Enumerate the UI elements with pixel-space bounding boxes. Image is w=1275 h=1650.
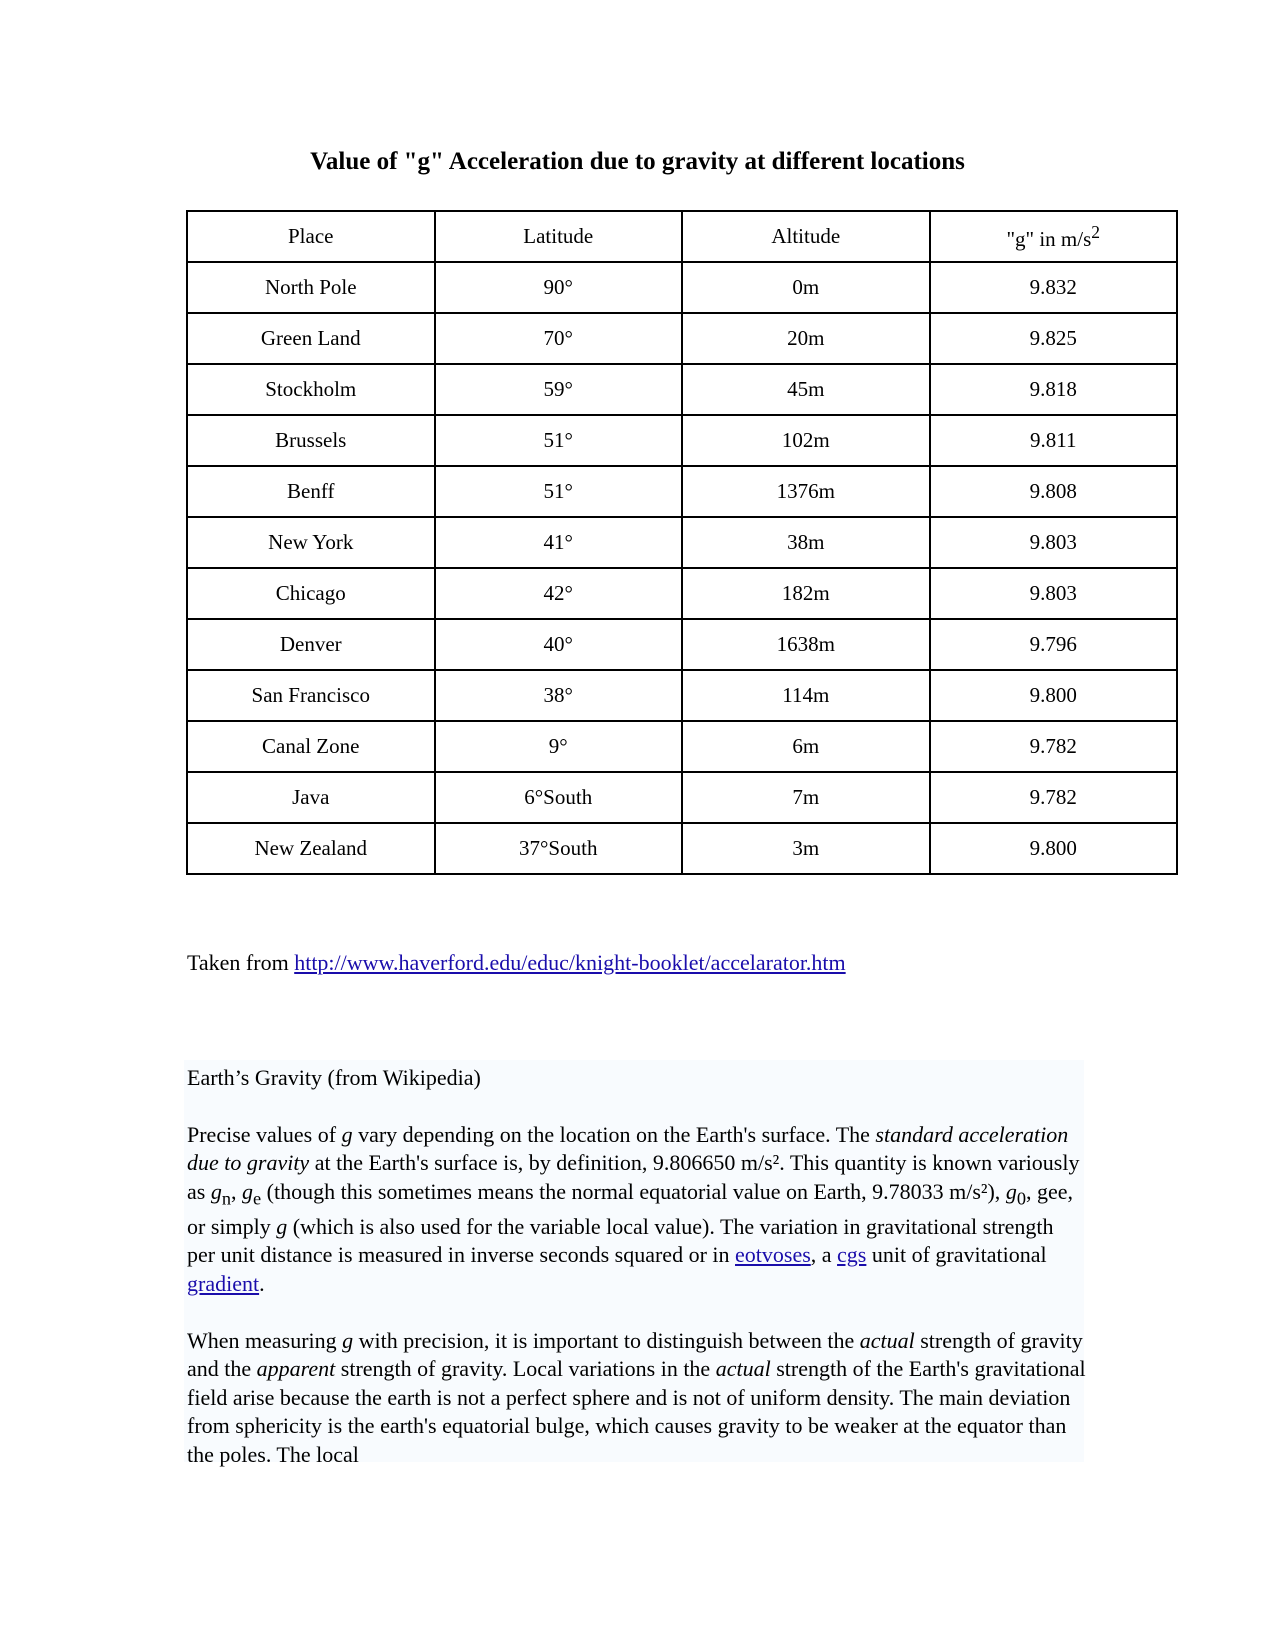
gravity-table (186, 210, 1178, 875)
g-symbol: g (210, 1178, 222, 1204)
cell-place: Chicago (187, 568, 435, 619)
italic-term: standard acceleration due to gravity (187, 1121, 1069, 1176)
cell-altitude: 1638m (682, 619, 930, 670)
source-prefix: Taken from (187, 950, 295, 975)
cell-altitude: 7m (682, 772, 930, 823)
text: , a (810, 1242, 838, 1268)
source-line (187, 950, 846, 976)
table-row (187, 262, 1177, 313)
text: When measuring (187, 1327, 343, 1353)
text: Precise values of (187, 1121, 342, 1147)
header-altitude: Altitude (682, 211, 930, 262)
text: vary depending on the location on the Earth's surface. The (352, 1121, 876, 1147)
header-place: Place (187, 211, 435, 262)
cell-latitude: 40° (435, 619, 683, 670)
italic-term: actual (859, 1327, 915, 1353)
cell-g-value: 9.782 (930, 721, 1178, 772)
header-g-sup: 2 (1091, 221, 1101, 242)
text: . (259, 1270, 265, 1296)
cell-place: Denver (187, 619, 435, 670)
wiki-heading: Earth’s Gravity (from Wikipedia) (187, 1065, 481, 1090)
text: at the Earth's surface is, by definition, 9.806650 m/s². This quantity is known variously as (187, 1150, 1080, 1204)
cell-place: Canal Zone (187, 721, 435, 772)
cell-g-value: 9.808 (930, 466, 1178, 517)
cell-latitude: 38° (435, 670, 683, 721)
table-row (187, 721, 1177, 772)
cell-latitude: 90° (435, 262, 683, 313)
cell-g-value: 9.803 (930, 517, 1178, 568)
source-link[interactable]: http://www.haverford.edu/educ/knight-booklet/accelarator.htm (294, 950, 846, 975)
cell-place: New York (187, 517, 435, 568)
cell-g-value: 9.800 (930, 823, 1178, 874)
cell-place: New Zealand (187, 823, 435, 874)
cell-latitude: 51° (435, 415, 683, 466)
cell-latitude: 51° (435, 466, 683, 517)
g-symbol: g (341, 1121, 353, 1147)
cell-altitude: 182m (682, 568, 930, 619)
table-body (187, 262, 1177, 874)
cell-g-value: 9.803 (930, 568, 1178, 619)
wiki-paragraph-1 (187, 1121, 1087, 1299)
cell-altitude: 1376m (682, 466, 930, 517)
g-symbol: g (342, 1327, 354, 1353)
cell-latitude: 42° (435, 568, 683, 619)
cell-latitude: 70° (435, 313, 683, 364)
table-row (187, 415, 1177, 466)
cell-altitude: 20m (682, 313, 930, 364)
cell-g-value: 9.782 (930, 772, 1178, 823)
cell-place: Benff (187, 466, 435, 517)
text: , (231, 1178, 242, 1204)
text: strength of gravity and the (187, 1327, 1083, 1382)
wiki-excerpt (187, 1064, 1087, 1498)
text: unit of gravitational (866, 1242, 1047, 1268)
cell-g-value: 9.796 (930, 619, 1178, 670)
cell-altitude: 38m (682, 517, 930, 568)
text: (which is also used for the variable local value). The variation in gravitational strength per unit distance is measured in inverse seconds squared or in (187, 1213, 1054, 1268)
cell-place: Java (187, 772, 435, 823)
text: with precision, it is important to distinguish between the (353, 1327, 860, 1353)
cell-g-value: 9.825 (930, 313, 1178, 364)
header-g-label: "g" in m/s (1006, 226, 1092, 251)
cell-latitude: 37°South (435, 823, 683, 874)
cell-latitude: 9° (435, 721, 683, 772)
table-row (187, 772, 1177, 823)
subscript: n (221, 1188, 231, 1209)
cell-g-value: 9.811 (930, 415, 1178, 466)
cell-place: San Francisco (187, 670, 435, 721)
cell-g-value: 9.800 (930, 670, 1178, 721)
table-row (187, 619, 1177, 670)
table-row (187, 364, 1177, 415)
cell-altitude: 102m (682, 415, 930, 466)
table-row (187, 568, 1177, 619)
italic-term: apparent (256, 1356, 336, 1382)
cgs-link[interactable]: cgs (837, 1242, 867, 1268)
subscript: e (253, 1188, 262, 1209)
cell-altitude: 45m (682, 364, 930, 415)
cell-altitude: 0m (682, 262, 930, 313)
text: (though this sometimes means the normal equatorial value on Earth, 9.78033 m/s²), (261, 1178, 1006, 1204)
table-row (187, 823, 1177, 874)
cell-latitude: 6°South (435, 772, 683, 823)
header-g (930, 211, 1178, 262)
table-row (187, 517, 1177, 568)
cell-g-value: 9.832 (930, 262, 1178, 313)
cell-altitude: 114m (682, 670, 930, 721)
cell-altitude: 6m (682, 721, 930, 772)
wiki-paragraph-2 (187, 1327, 1087, 1470)
cell-place: Green Land (187, 313, 435, 364)
table-row (187, 670, 1177, 721)
text: strength of gravity. Local variations in the (335, 1356, 716, 1382)
g-symbol: g (242, 1178, 253, 1204)
text: , gee, or simply (187, 1178, 1074, 1239)
subscript: 0 (1016, 1188, 1026, 1209)
cell-altitude: 3m (682, 823, 930, 874)
cell-place: North Pole (187, 262, 435, 313)
cell-place: Brussels (187, 415, 435, 466)
table-row (187, 313, 1177, 364)
g-symbol: g (1005, 1178, 1017, 1204)
header-latitude: Latitude (435, 211, 683, 262)
cell-latitude: 59° (435, 364, 683, 415)
text: strength of the Earth's gravitational field arise because the earth is not a perfect sphere and is not of uniform density. The main deviation from sphericity is the earth's equatorial bulge, which causes gravity to be weaker at the equator than the poles. The local (187, 1356, 1086, 1467)
g-symbol: g (276, 1213, 288, 1239)
table-row (187, 466, 1177, 517)
table-header-row (187, 211, 1177, 262)
cell-g-value: 9.818 (930, 364, 1178, 415)
cell-place: Stockholm (187, 364, 435, 415)
page-title: Value of "g" Acceleration due to gravity at different locations (310, 148, 965, 175)
gradient-link[interactable]: gradient (187, 1270, 260, 1296)
italic-term: actual (715, 1356, 771, 1382)
cell-latitude: 41° (435, 517, 683, 568)
eotvoses-link[interactable]: eotvoses (735, 1242, 811, 1268)
